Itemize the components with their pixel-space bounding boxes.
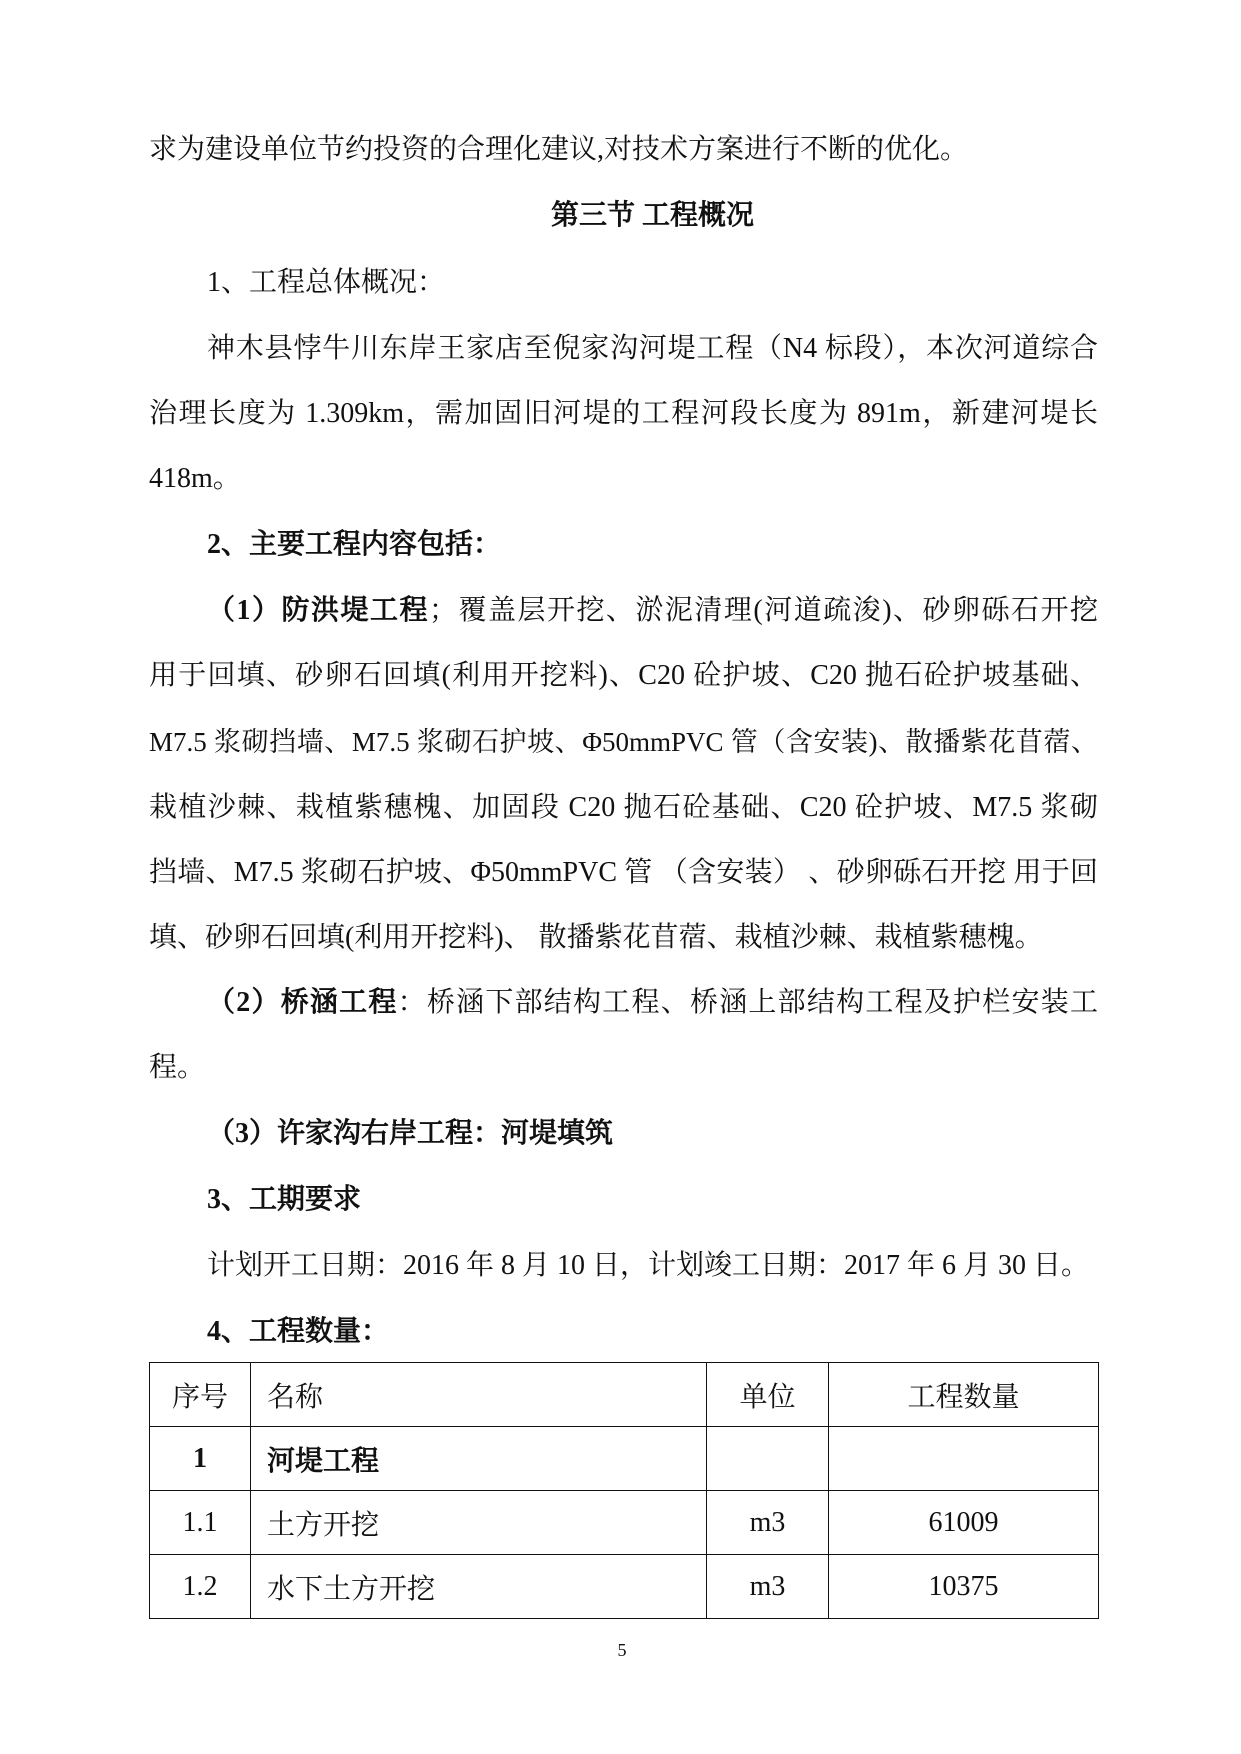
paragraph-line: 用于回填、砂卵石回填(利用开挖料)、C20 砼护坡、C20 抛石砼护坡基础、 [149,660,1098,691]
paragraph-line: 挡墙、M7.5 浆砌石护坡、Φ50mmPVC 管 （含安装） 、砂卵砾石开挖 用于回 [149,857,1098,888]
item-text: ；覆盖层开挖、淤泥清理(河道疏浚)、砂卵砾石开挖 [428,595,1098,626]
cell-quantity: 10375 [829,1555,1099,1619]
paragraph-line: 程。 [149,1052,206,1083]
cell-no: 1.2 [150,1555,251,1619]
paragraph-line: M7.5 浆砌挡墙、M7.5 浆砌石护坡、Φ50mmPVC 管（含安装)、散播紫花苜蓿、 [149,727,1098,757]
item-label: （1）防洪堤工程 [207,595,429,626]
section-heading: 第三节 工程概况 [550,200,754,231]
paragraph-line [207,981,1098,1025]
header-cell: 序号 [150,1363,251,1427]
item-label: （2）桥涵工程 [207,987,398,1018]
cell-quantity [829,1427,1099,1491]
cell-no: 1 [150,1427,251,1491]
item-label: （3）许家沟右岸工程：河堤填筑 [207,1118,614,1149]
page-number: 5 [617,1640,627,1660]
quantities-title: 4、工程数量： [207,1316,390,1347]
paragraph-line: 神木县悖牛川东岸王家店至倪家沟河堤工程（N4 标段），本次河道综合 [207,333,1098,364]
paragraph-line: 填、砂卵石回填(利用开挖料)、 散播紫花苜蓿、栽植沙棘、栽植紫穗槐。 [149,922,1043,953]
cell-name: 土方开挖 [251,1491,707,1555]
header-cell: 名称 [251,1363,707,1427]
paragraph-line [207,589,1098,633]
overview-title: 1、工程总体概况： [207,267,446,298]
header-cell: 单位 [707,1363,829,1427]
table-header-row [150,1363,1099,1427]
schedule-text: 计划开工日期：2016 年 8 月 10 日，计划竣工日期：2017 年 6 月 30 日。 [207,1250,1090,1281]
cell-no: 1.1 [150,1491,251,1555]
paragraph-line: 418m。 [149,463,241,494]
quantity-table [149,1362,1099,1619]
item-text: ：桥涵下部结构工程、桥涵上部结构工程及护栏安装工 [397,987,1098,1018]
cell-unit: m3 [707,1491,829,1555]
table-row [150,1555,1099,1619]
table-row [150,1427,1099,1491]
paragraph-line: 治理长度为 1.309km，需加固旧河堤的工程河段长度为 891m，新建河堤长 [149,398,1098,429]
paragraph-line: 求为建设单位节约投资的合理化建议,对技术方案进行不断的优化。 [149,134,969,165]
cell-name: 水下土方开挖 [251,1555,707,1619]
cell-name: 河堤工程 [251,1427,707,1491]
cell-quantity: 61009 [829,1491,1099,1555]
table-row [150,1491,1099,1555]
schedule-title: 3、工期要求 [207,1184,362,1215]
cell-unit: m3 [707,1555,829,1619]
main-works-title: 2、主要工程内容包括： [207,529,502,560]
cell-unit [707,1427,829,1491]
header-cell: 工程数量 [829,1363,1099,1427]
paragraph-line: 栽植沙棘、栽植紫穗槐、加固段 C20 抛石砼基础、C20 砼护坡、M7.5 浆砌 [149,792,1098,823]
